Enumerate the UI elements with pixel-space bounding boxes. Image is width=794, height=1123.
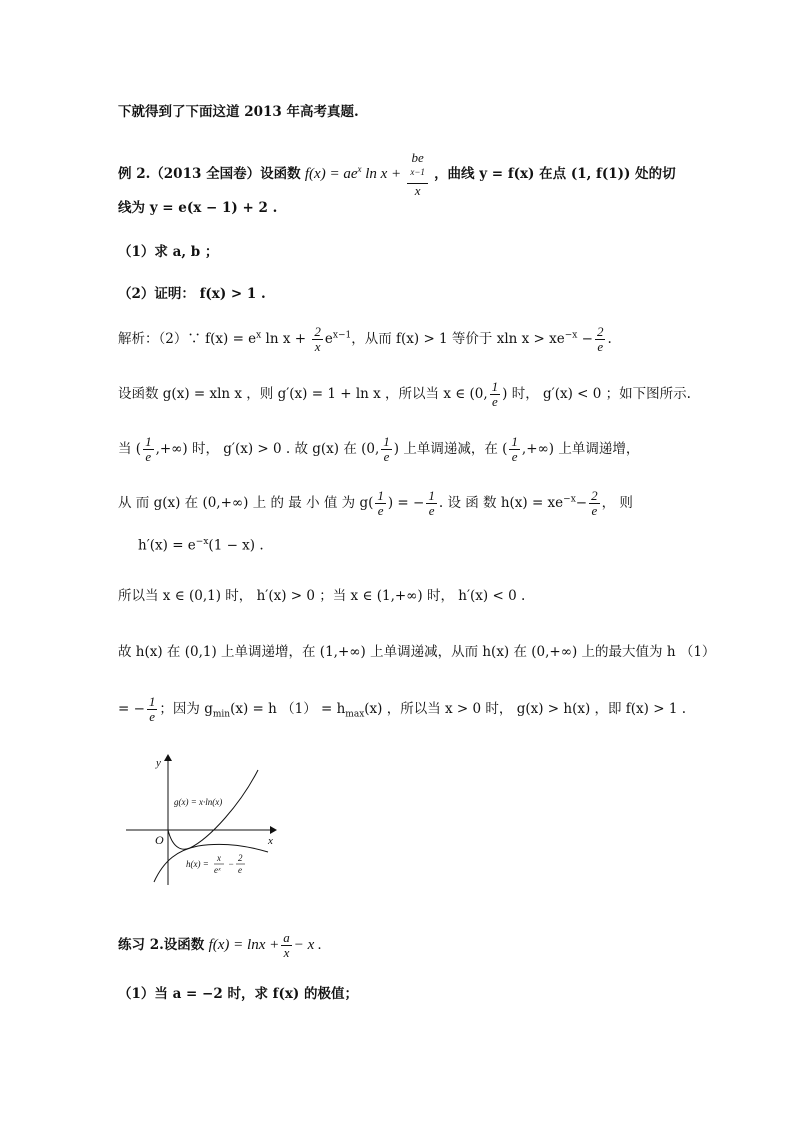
question-2: （2）证明： f(x) > 1 . xyxy=(118,286,266,302)
svg-text:eˣ: eˣ xyxy=(214,865,221,875)
svg-text:2: 2 xyxy=(238,853,243,863)
fraction: be $^{x-1}$ x xyxy=(407,151,427,198)
solution-line-5: $h'(x) = e^{-x}(1 - x)$ . xyxy=(138,537,264,554)
h-curve xyxy=(154,844,268,882)
example-2-statement: 例 2.（2013 全国卷）设函数 $f(x) = ae^x$ ln x + be $^{x-1}$ x ，曲线 y = f(x) 在点 (1, f(1)) 处的切 xyxy=(118,150,676,199)
solution-line-2: 设函数 g(x) = xln x ，则 g′(x) = 1 + ln x ，所以当 x ∈ (0, $\frac{1}{e}$ ) 时， g′(x) < 0 ；如下图所示. xyxy=(118,379,691,409)
solution-line-4: 从 而 g(x) 在 (0,+∞) 上 的 最 小 值 为 g( $\frac{1}{e}$ ) = − $\frac{1}{e}$ . 设 函 数 $h(x) = xe^{-x}-$ $\frac{2}{e}$ ， 则 xyxy=(118,488,633,518)
g-curve-label: g(x) = x·ln(x) xyxy=(174,797,223,807)
practice-2: 练习 2.设函数 f(x) = lnx + $\frac{a}{x}$ − x . xyxy=(118,930,322,960)
example-2-line2: 线为 y = e(x − 1) + 2 . xyxy=(118,200,278,216)
solution-line-3: 当 ( $\frac{1}{e}$ ,+∞) 时， g′(x) > 0 . 故 g(x) 在 (0, $\frac{1}{e}$ ) 上单调递减，在 ( $\frac{1}{e}$ ,+∞) 上单调递增， xyxy=(118,434,640,464)
practice-question-1: （1）当 a = −2 时，求 f(x) 的极值； xyxy=(118,986,358,1002)
svg-text:−: − xyxy=(228,859,235,869)
solution-line-6: 所以当 x ∈ (0,1) 时， h′(x) > 0 ；当 x ∈ (1,+∞) 时， h′(x) < 0 . xyxy=(118,588,526,604)
svg-text:e: e xyxy=(238,865,242,875)
solution-line-1: 解析：（2）∵ $f(x) = e^x$ ln x + $\frac{2}{x}$ $e^{x-1}$，从而 f(x) > 1 等价于 xln $x > xe^{-x}$ − $\frac{2}{e}$ . xyxy=(118,324,612,354)
solution-line-8: = − $\frac{1}{e}$ ；因为 $g_{min}(x) = h$ $(1) = h_{max}(x)$ ，所以当 x > 0 时， g(x) > h(x) ，即 f(x) > 1 . xyxy=(118,694,687,724)
intro-line: 下就得到了下面这道 2013 年高考真题. xyxy=(118,104,359,120)
y-axis-label: y xyxy=(156,757,161,769)
origin-label: O xyxy=(155,833,164,847)
solution-line-7: 故 h(x) 在 (0,1) 上单调递增，在 (1,+∞) 上单调递减，从而 h(x) 在 (0,+∞) 上的最大值为 h （1） xyxy=(118,644,716,660)
question-1: （1）求 a, b ； xyxy=(118,244,219,260)
x-axis-label: x xyxy=(268,835,273,847)
g-curve xyxy=(168,770,258,849)
function-graph xyxy=(118,750,288,895)
svg-text:x: x xyxy=(217,853,221,863)
h-curve-label: h(x) = xyxy=(186,859,209,869)
